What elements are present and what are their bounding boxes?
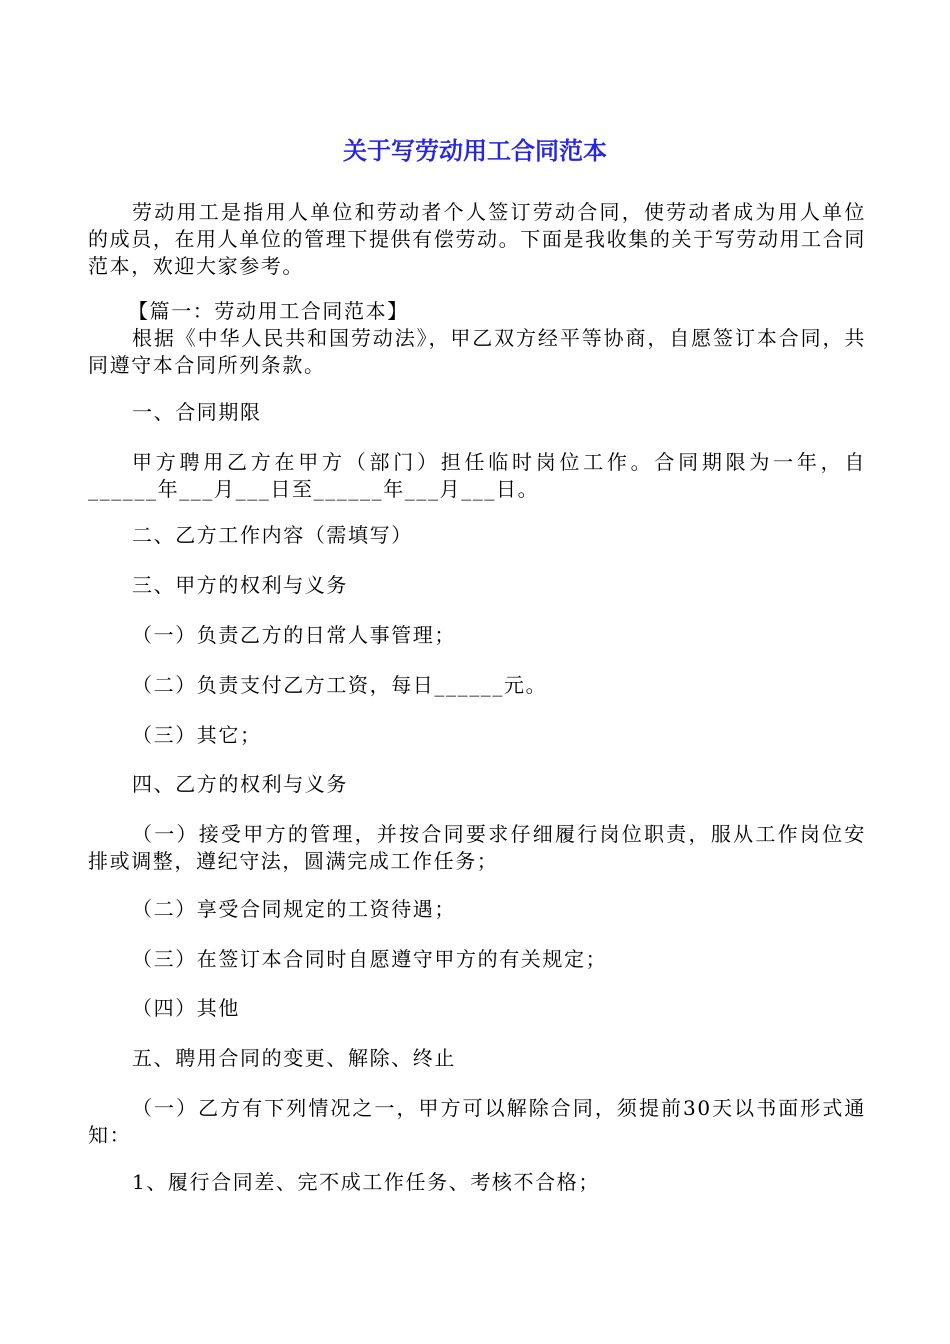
party-b-item-1: （一）接受甲方的管理，并按合同要求仔细履行岗位职责，服从工作岗位安排或调整，遵纪守法，圆满完成工作任务； bbox=[88, 822, 866, 873]
clause-heading-term: 一、合同期限 bbox=[132, 400, 262, 424]
party-a-item-2: （二）负责支付乙方工资，每日______元。 bbox=[132, 673, 548, 697]
party-b-item-4: （四）其他 bbox=[132, 996, 240, 1020]
clause-term-text: 甲方聘用乙方在甲方（部门）担任临时岗位工作。合同期限为一年，自______年___月___日至______年___月___日。 bbox=[88, 450, 866, 501]
clause-heading-work-content: 二、乙方工作内容（需填写） bbox=[132, 523, 413, 547]
clause-heading-termination: 五、聘用合同的变更、解除、终止 bbox=[132, 1046, 456, 1070]
clause-heading-party-a: 三、甲方的权利与义务 bbox=[132, 573, 348, 597]
termination-item-1: （一）乙方有下列情况之一，甲方可以解除合同，须提前30天以书面形式通知： bbox=[88, 1096, 866, 1147]
section-heading-part-one: 【篇一：劳动用工合同范本】 bbox=[128, 299, 409, 323]
termination-subitem-1: 1、履行合同差、完不成工作任务、考核不合格； bbox=[132, 1170, 600, 1194]
clause-heading-party-b: 四、乙方的权利与义务 bbox=[132, 772, 348, 796]
party-a-item-1: （一）负责乙方的日常人事管理； bbox=[132, 623, 456, 647]
party-a-item-3: （三）其它； bbox=[132, 723, 262, 747]
document-title: 关于写劳动用工合同范本 bbox=[343, 137, 607, 165]
party-b-item-2: （二）享受合同规定的工资待遇； bbox=[132, 897, 456, 921]
preamble-paragraph: 根据《中华人民共和国劳动法》，甲乙双方经平等协商，自愿签订本合同，共同遵守本合同所列条款。 bbox=[88, 326, 866, 377]
intro-paragraph: 劳动用工是指用人单位和劳动者个人签订劳动合同，使劳动者成为用人单位的成员，在用人单位的管理下提供有偿劳动。下面是我收集的关于写劳动用工合同范本，欢迎大家参考。 bbox=[88, 200, 866, 278]
party-b-item-3: （三）在签订本合同时自愿遵守甲方的有关规定； bbox=[132, 947, 608, 971]
